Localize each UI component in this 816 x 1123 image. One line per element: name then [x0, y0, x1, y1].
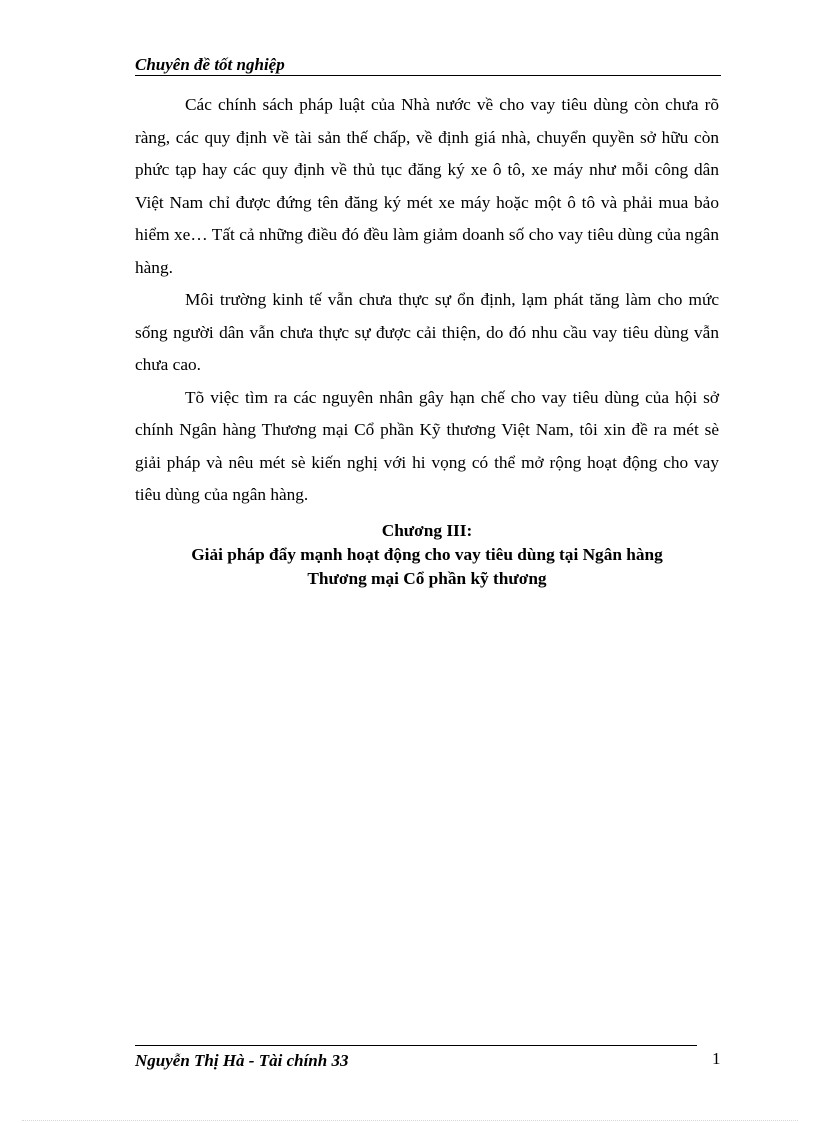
header-divider: [135, 75, 721, 76]
footer-divider: [135, 1045, 697, 1046]
footer-author: Nguyễn Thị Hà - Tài chính 33: [135, 1051, 349, 1070]
body-paragraph: Môi trường kinh tế vẫn chưa thực sự ổn định, lạm phát tăng làm cho mức sống người dân vẫn chưa thực sự được cải thiện, do đó nhu cầu vay tiêu dùng vẫn chưa cao.: [135, 290, 719, 374]
running-header-title: Chuyên đề tốt nghiệp: [135, 55, 285, 74]
page-body: [135, 89, 719, 591]
body-paragraph: Tõ việc tìm ra các nguyên nhân gây hạn chế cho vay tiêu dùng của hội sở chính Ngân hàng Thương mại Cổ phần Kỹ thương Việt Nam, tôi xin đề ra mét sè giải pháp và nêu mét sè kiến nghị với hi vọng có thể mở rộng hoạt động cho vay tiêu dùng của ngân hàng.: [135, 387, 719, 504]
chapter-title: Giải pháp đẩy mạnh hoạt động cho vay tiêu dùng tại Ngân hàng Thương mại Cổ phần kỹ thương: [191, 544, 663, 588]
page-number: 1: [712, 1049, 721, 1068]
chapter-label: Chương III:: [381, 520, 473, 540]
page-bottom-edge: [22, 1120, 798, 1121]
body-paragraph: Các chính sách pháp luật của Nhà nước về cho vay tiêu dùng còn chưa rõ ràng, các quy định về tài sản thế chấp, về định giá nhà, chuyển quyền sở hữu còn phức tạp hay các quy định về thủ tục đăng ký xe ô tô, xe máy như mỗi công dân Việt Nam chỉ được đứng tên đăng ký mét xe máy hoặc một ô tô và phải mua bảo hiểm xe… Tất cả những điều đó đều làm giảm doanh số cho vay tiêu dùng của ngân hàng.: [135, 95, 719, 277]
